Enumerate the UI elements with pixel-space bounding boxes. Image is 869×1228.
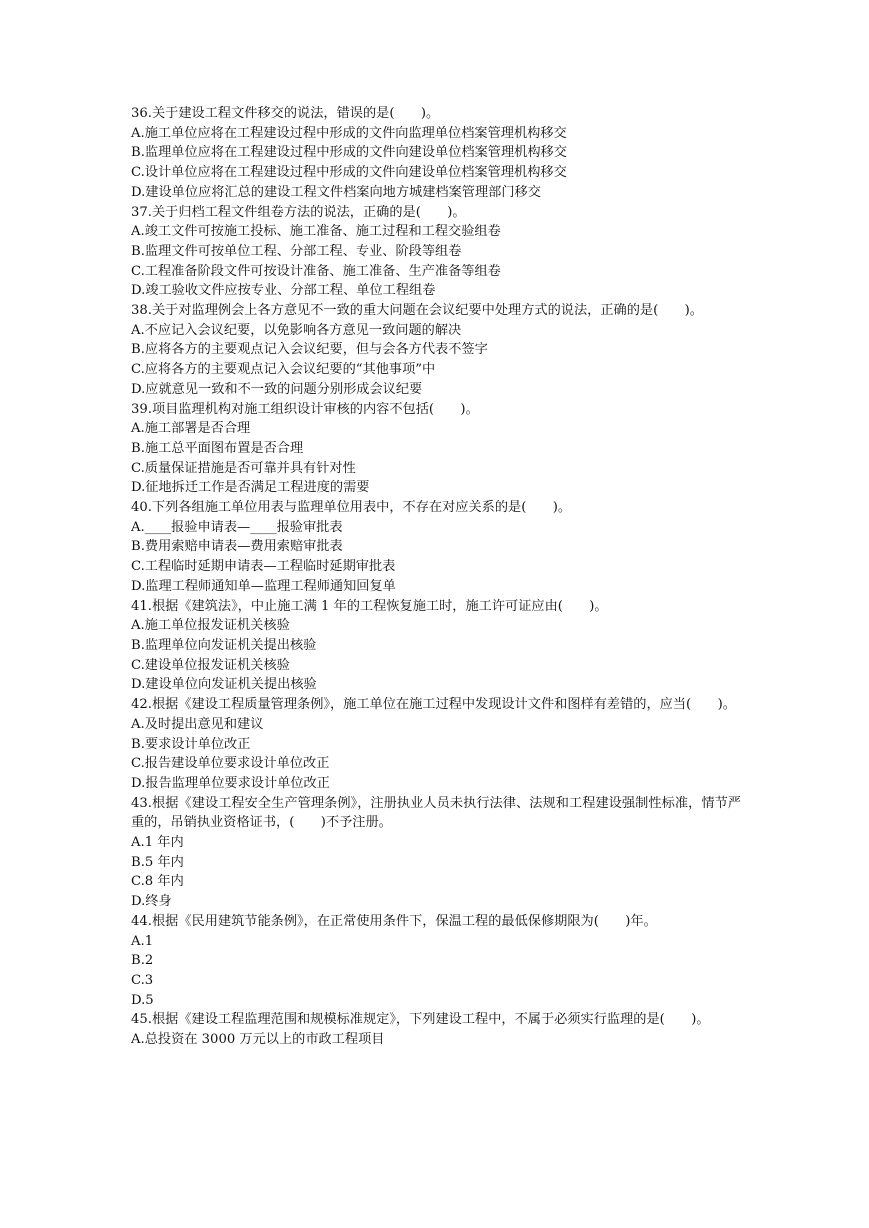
option-a: A.____报验申请表—____报验审批表 (131, 519, 343, 535)
option-d: D.竣工验收文件应按专业、分部工程、单位工程组卷 (131, 283, 436, 299)
question-40 (131, 498, 741, 597)
question-41 (131, 597, 741, 696)
question-38 (131, 301, 741, 400)
option-a: A.1 (131, 933, 154, 949)
question-stem: 37.关于归档工程文件组卷方法的说法，正确的是( )。 (131, 204, 466, 220)
option-d: D.报告监理单位要求设计单位改正 (131, 775, 330, 791)
question-stem: 44.根据《民用建筑节能条例》，在正常使用条件下，保温工程的最低保修期限为( )年。 (131, 913, 657, 929)
option-b: B.施工总平面图布置是否合理 (131, 440, 304, 456)
option-d: D.终身 (131, 894, 172, 910)
question-45 (131, 1010, 741, 1049)
option-c: C.建设单位报发证机关核验 (131, 657, 290, 673)
option-d: D.应就意见一致和不一致的问题分别形成会议纪要 (131, 381, 423, 397)
option-b: B.5 年内 (131, 854, 184, 870)
option-c: C.工程准备阶段文件可按设计准备、施工准备、生产准备等组卷 (131, 263, 501, 279)
question-37 (131, 203, 741, 302)
option-c: C.设计单位应将在工程建设过程中形成的文件向建设单位档案管理机构移交 (131, 165, 567, 181)
option-a: A.1 年内 (131, 835, 184, 851)
question-stem: 38.关于对监理例会上各方意见不一致的重大问题在会议纪要中处理方式的说法，正确的是( )。 (131, 303, 703, 319)
question-42 (131, 695, 741, 794)
question-stem: 43.根据《建设工程安全生产管理条例》，注册执业人员未执行法律、法规和工程建设强制性标准，情节严重的，吊销执业资格证书，( )不予注册。 (131, 795, 741, 831)
option-d: D.监理工程师通知单—监理工程师通知回复单 (131, 578, 396, 594)
option-d: D.征地拆迁工作是否满足工程进度的需要 (131, 480, 370, 496)
option-c: C.报告建设单位要求设计单位改正 (131, 756, 330, 772)
option-c: C.8 年内 (131, 874, 184, 890)
option-a: A.总投资在 3000 万元以上的市政工程项目 (131, 1032, 385, 1048)
question-stem: 42.根据《建设工程质量管理条例》，施工单位在施工过程中发现设计文件和图样有差错的，应当( )。 (131, 697, 736, 713)
option-b: B.费用索赔申请表—费用索赔审批表 (131, 539, 343, 555)
option-d: D.建设单位向发证机关提出核验 (131, 677, 317, 693)
option-a: A.施工单位应将在工程建设过程中形成的文件向监理单位档案管理机构移交 (131, 125, 567, 141)
option-b: B.2 (131, 953, 154, 969)
question-stem: 41.根据《建筑法》，中止施工满 1 年的工程恢复施工时，施工许可证应由( )。 (131, 598, 608, 614)
exam-page (131, 104, 741, 1050)
option-c: C.质量保证措施是否可靠并具有针对性 (131, 460, 356, 476)
option-b: B.要求设计单位改正 (131, 736, 251, 752)
question-36 (131, 104, 741, 203)
option-a: A.施工部署是否合理 (131, 421, 251, 437)
option-a: A.不应记入会议纪要，以免影响各方意见一致问题的解决 (131, 322, 462, 338)
option-b: B.监理文件可按单位工程、分部工程、专业、阶段等组卷 (131, 243, 462, 259)
question-stem: 45.根据《建设工程监理范围和规模标准规定》，下列建设工程中，不属于必须实行监理的是( )。 (131, 1012, 710, 1028)
question-stem: 36.关于建设工程文件移交的说法，错误的是( )。 (131, 106, 440, 121)
option-b: B.应将各方的主要观点记入会议纪要，但与会各方代表不签字 (131, 342, 488, 358)
option-a: A.施工单位报发证机关核验 (131, 618, 290, 634)
option-c: C.3 (131, 972, 154, 988)
option-a: A.竣工文件可按施工投标、施工准备、施工过程和工程交验组卷 (131, 224, 501, 240)
option-c: C.工程临时延期申请表—工程临时延期审批表 (131, 559, 396, 575)
question-44 (131, 912, 741, 1011)
question-43 (131, 794, 741, 912)
option-d: D.建设单位应将汇总的建设工程文件档案向地方城建档案管理部门移交 (131, 184, 541, 200)
question-stem: 40.下列各组施工单位用表与监理单位用表中，不存在对应关系的是( )。 (131, 500, 572, 516)
option-b: B.监理单位向发证机关提出核验 (131, 637, 317, 653)
question-39 (131, 400, 741, 499)
option-a: A.及时提出意见和建议 (131, 716, 264, 732)
option-c: C.应将各方的主要观点记入会议纪要的“其他事项”中 (131, 362, 436, 378)
option-d: D.5 (131, 992, 154, 1008)
option-b: B.监理单位应将在工程建设过程中形成的文件向建设单位档案管理机构移交 (131, 145, 567, 161)
question-stem: 39.项目监理机构对施工组织设计审核的内容不包括( )。 (131, 401, 479, 417)
